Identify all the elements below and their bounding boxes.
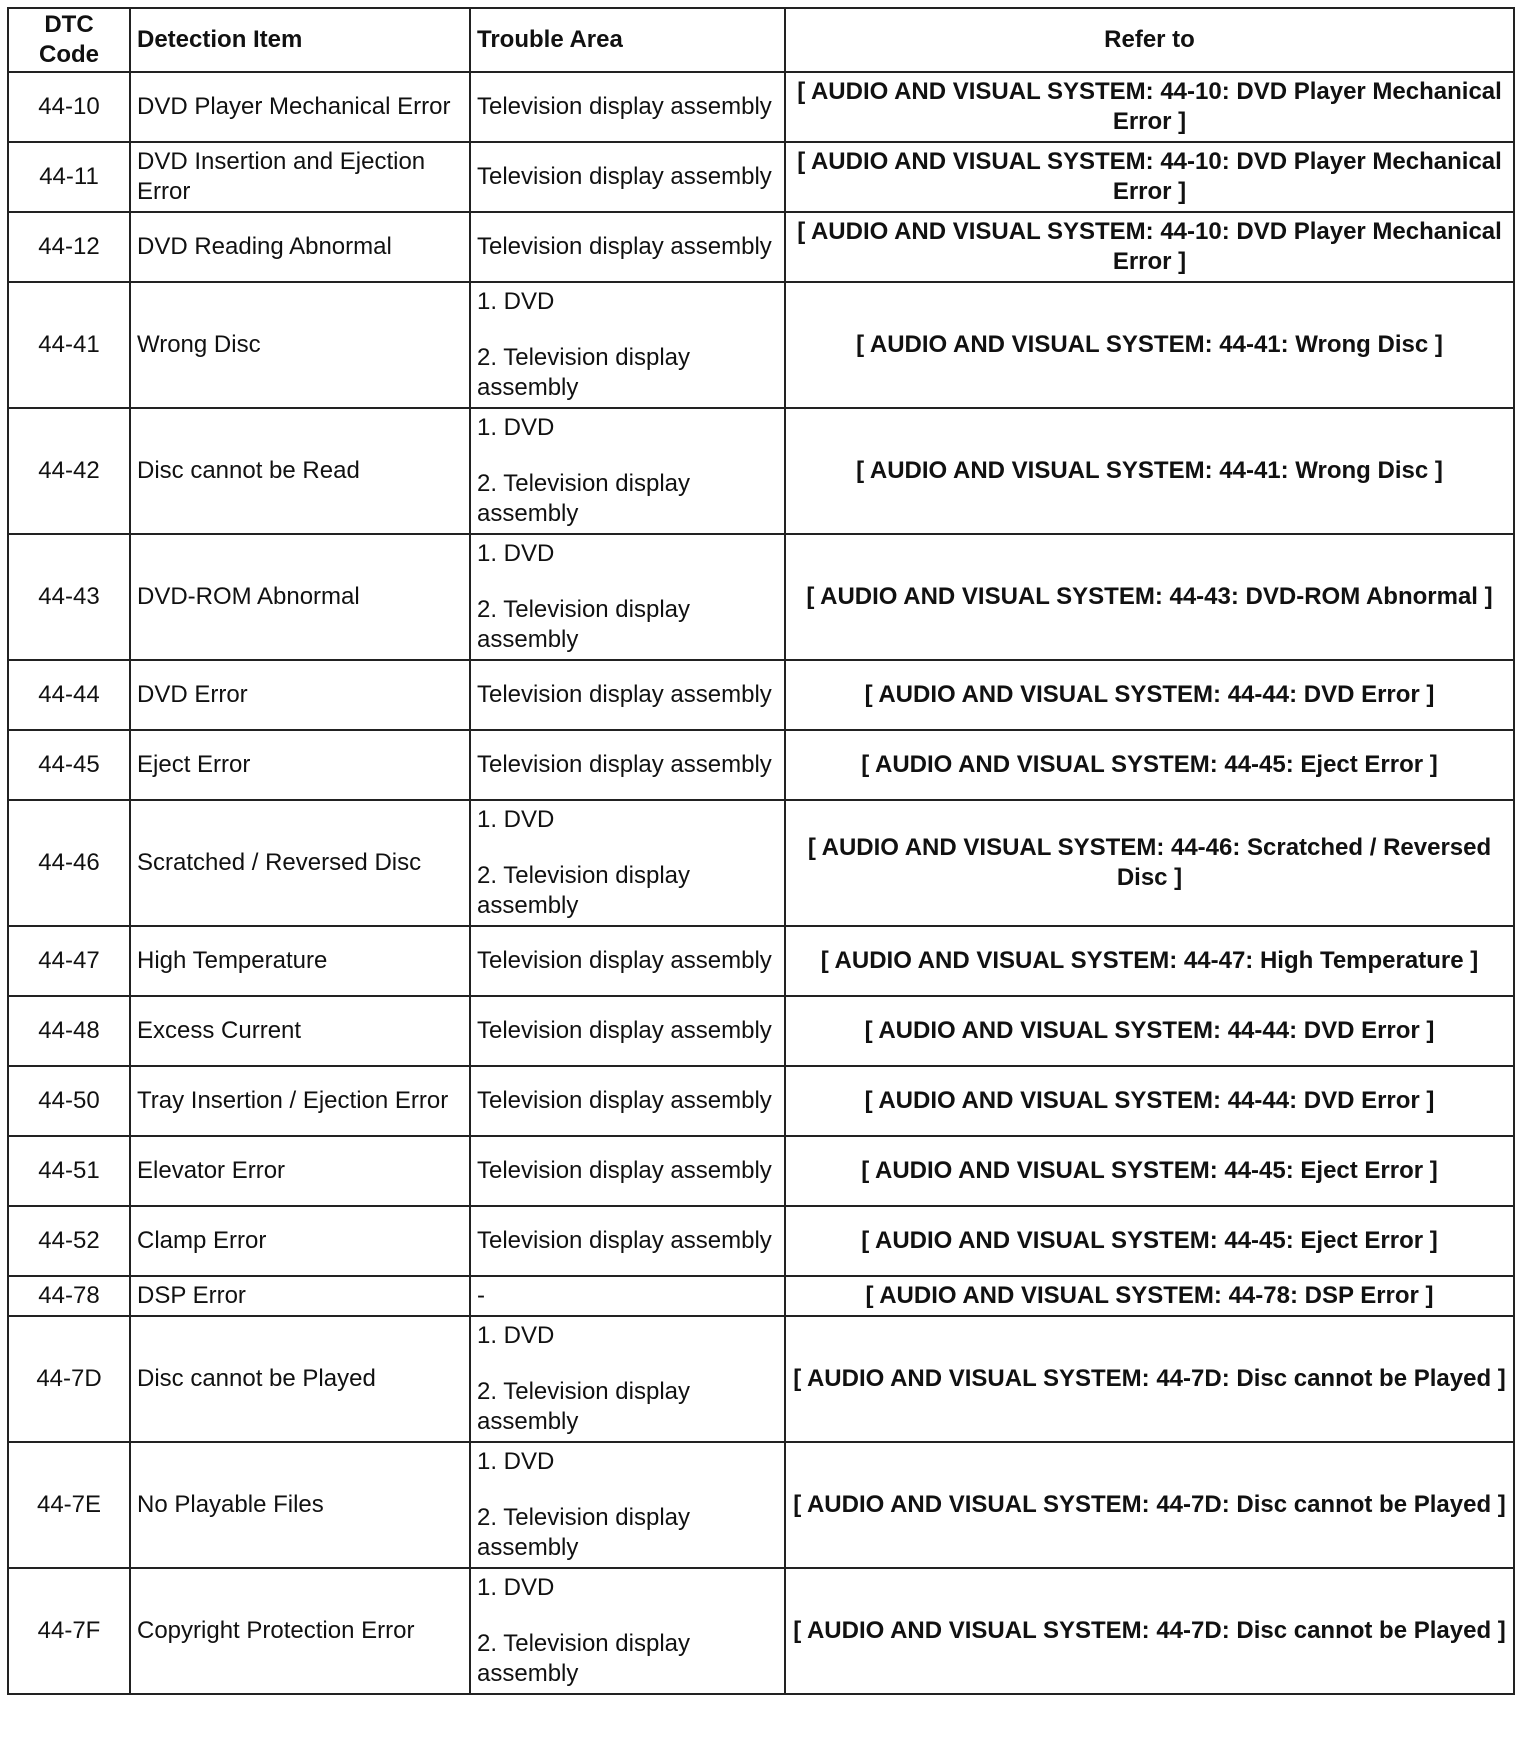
trouble-area-line: Television display assembly: [477, 233, 772, 260]
header-refer-to: Refer to: [785, 8, 1514, 72]
table-row: [8, 1276, 1514, 1316]
refer-to-link[interactable]: [ AUDIO AND VISUAL SYSTEM: 44-46: Scratched / Reversed Disc ]: [785, 800, 1514, 926]
table-row: [8, 1066, 1514, 1136]
trouble-area-line: -: [477, 1282, 485, 1309]
table-row: [8, 926, 1514, 996]
dtc-code-cell: 44-51: [8, 1136, 130, 1206]
refer-to-link[interactable]: [ AUDIO AND VISUAL SYSTEM: 44-41: Wrong Disc ]: [785, 408, 1514, 534]
detection-item-cell: DVD Reading Abnormal: [130, 212, 470, 282]
trouble-area-gap: [477, 1351, 778, 1377]
detection-item-cell: DSP Error: [130, 1276, 470, 1316]
trouble-area-line: 1. DVD: [477, 540, 555, 567]
detection-item-cell: Excess Current: [130, 996, 470, 1066]
trouble-area-line: Television display assembly: [477, 93, 772, 120]
trouble-area-line: 2. Television display assembly: [477, 1630, 691, 1687]
refer-to-link[interactable]: [ AUDIO AND VISUAL SYSTEM: 44-41: Wrong Disc ]: [785, 282, 1514, 408]
dtc-code-cell: 44-12: [8, 212, 130, 282]
dtc-code-cell: 44-45: [8, 730, 130, 800]
header-dtc-code: DTC Code: [8, 8, 130, 72]
refer-to-link[interactable]: [ AUDIO AND VISUAL SYSTEM: 44-45: Eject Error ]: [785, 1206, 1514, 1276]
trouble-area-line: 1. DVD: [477, 1322, 555, 1349]
trouble-area-line: 1. DVD: [477, 806, 555, 833]
trouble-area-gap: [477, 317, 778, 343]
table-row: [8, 996, 1514, 1066]
dtc-code-cell: 44-52: [8, 1206, 130, 1276]
trouble-area-line: Television display assembly: [477, 947, 772, 974]
dtc-code-cell: 44-42: [8, 408, 130, 534]
dtc-code-cell: 44-11: [8, 142, 130, 212]
trouble-area-line: 2. Television display assembly: [477, 862, 691, 919]
table-row: [8, 408, 1514, 534]
refer-to-link[interactable]: [ AUDIO AND VISUAL SYSTEM: 44-43: DVD-ROM Abnormal ]: [785, 534, 1514, 660]
detection-item-cell: Elevator Error: [130, 1136, 470, 1206]
trouble-area-cell: [470, 282, 785, 408]
trouble-area-cell: [470, 1276, 785, 1316]
detection-item-cell: Scratched / Reversed Disc: [130, 800, 470, 926]
refer-to-link[interactable]: [ AUDIO AND VISUAL SYSTEM: 44-44: DVD Error ]: [785, 1066, 1514, 1136]
dtc-code-cell: 44-50: [8, 1066, 130, 1136]
dtc-code-cell: 44-43: [8, 534, 130, 660]
detection-item-cell: No Playable Files: [130, 1442, 470, 1568]
dtc-code-cell: 44-7F: [8, 1568, 130, 1694]
dtc-code-cell: 44-7D: [8, 1316, 130, 1442]
refer-to-link[interactable]: [ AUDIO AND VISUAL SYSTEM: 44-10: DVD Player Mechanical Error ]: [785, 72, 1514, 142]
trouble-area-cell: [470, 212, 785, 282]
detection-item-cell: DVD Player Mechanical Error: [130, 72, 470, 142]
trouble-area-line: 2. Television display assembly: [477, 470, 691, 527]
trouble-area-cell: [470, 142, 785, 212]
trouble-area-line: 1. DVD: [477, 1448, 555, 1475]
trouble-area-cell: [470, 800, 785, 926]
trouble-area-line: Television display assembly: [477, 1017, 772, 1044]
refer-to-link[interactable]: [ AUDIO AND VISUAL SYSTEM: 44-44: DVD Error ]: [785, 660, 1514, 730]
trouble-area-cell: [470, 1568, 785, 1694]
trouble-area-line: 1. DVD: [477, 1574, 555, 1601]
dtc-code-cell: 44-78: [8, 1276, 130, 1316]
table-row: [8, 1568, 1514, 1694]
trouble-area-cell: [470, 926, 785, 996]
table-row: [8, 1442, 1514, 1568]
refer-to-link[interactable]: [ AUDIO AND VISUAL SYSTEM: 44-10: DVD Player Mechanical Error ]: [785, 212, 1514, 282]
trouble-area-line: 2. Television display assembly: [477, 596, 691, 653]
trouble-area-cell: [470, 1442, 785, 1568]
dtc-code-cell: 44-7E: [8, 1442, 130, 1568]
trouble-area-cell: [470, 408, 785, 534]
refer-to-link[interactable]: [ AUDIO AND VISUAL SYSTEM: 44-78: DSP Error ]: [785, 1276, 1514, 1316]
trouble-area-line: Television display assembly: [477, 1227, 772, 1254]
detection-item-cell: Copyright Protection Error: [130, 1568, 470, 1694]
table-row: [8, 800, 1514, 926]
detection-item-cell: Eject Error: [130, 730, 470, 800]
refer-to-link[interactable]: [ AUDIO AND VISUAL SYSTEM: 44-45: Eject Error ]: [785, 730, 1514, 800]
table-row: [8, 1206, 1514, 1276]
table-row: [8, 534, 1514, 660]
trouble-area-cell: [470, 72, 785, 142]
trouble-area-line: 1. DVD: [477, 414, 555, 441]
table-body: [8, 72, 1514, 1694]
detection-item-cell: Tray Insertion / Ejection Error: [130, 1066, 470, 1136]
dtc-code-cell: 44-44: [8, 660, 130, 730]
refer-to-link[interactable]: [ AUDIO AND VISUAL SYSTEM: 44-7D: Disc cannot be Played ]: [785, 1316, 1514, 1442]
table-row: [8, 730, 1514, 800]
table-row: [8, 142, 1514, 212]
refer-to-link[interactable]: [ AUDIO AND VISUAL SYSTEM: 44-47: High Temperature ]: [785, 926, 1514, 996]
detection-item-cell: DVD Error: [130, 660, 470, 730]
trouble-area-gap: [477, 1603, 778, 1629]
trouble-area-line: Television display assembly: [477, 163, 772, 190]
detection-item-cell: DVD-ROM Abnormal: [130, 534, 470, 660]
trouble-area-gap: [477, 569, 778, 595]
trouble-area-gap: [477, 835, 778, 861]
header-trouble-area: Trouble Area: [470, 8, 785, 72]
header-row: [8, 8, 1514, 72]
trouble-area-line: 1. DVD: [477, 288, 555, 315]
trouble-area-line: Television display assembly: [477, 1157, 772, 1184]
refer-to-link[interactable]: [ AUDIO AND VISUAL SYSTEM: 44-7D: Disc cannot be Played ]: [785, 1568, 1514, 1694]
trouble-area-cell: [470, 1316, 785, 1442]
refer-to-link[interactable]: [ AUDIO AND VISUAL SYSTEM: 44-7D: Disc cannot be Played ]: [785, 1442, 1514, 1568]
detection-item-cell: Clamp Error: [130, 1206, 470, 1276]
trouble-area-cell: [470, 1066, 785, 1136]
header-detection-item: Detection Item: [130, 8, 470, 72]
table-row: [8, 1136, 1514, 1206]
trouble-area-cell: [470, 1136, 785, 1206]
trouble-area-cell: [470, 660, 785, 730]
table-row: [8, 282, 1514, 408]
trouble-area-line: Television display assembly: [477, 751, 772, 778]
trouble-area-gap: [477, 443, 778, 469]
table-row: [8, 660, 1514, 730]
refer-to-link[interactable]: [ AUDIO AND VISUAL SYSTEM: 44-45: Eject Error ]: [785, 1136, 1514, 1206]
dtc-code-cell: 44-46: [8, 800, 130, 926]
detection-item-cell: Disc cannot be Read: [130, 408, 470, 534]
trouble-area-cell: [470, 1206, 785, 1276]
dtc-code-cell: 44-41: [8, 282, 130, 408]
trouble-area-line: 2. Television display assembly: [477, 1378, 691, 1435]
detection-item-cell: DVD Insertion and Ejection Error: [130, 142, 470, 212]
trouble-area-line: Television display assembly: [477, 1087, 772, 1114]
trouble-area-cell: [470, 534, 785, 660]
detection-item-cell: Wrong Disc: [130, 282, 470, 408]
dtc-code-cell: 44-10: [8, 72, 130, 142]
table-row: [8, 212, 1514, 282]
trouble-area-line: Television display assembly: [477, 681, 772, 708]
trouble-area-line: 2. Television display assembly: [477, 1504, 691, 1561]
trouble-area-cell: [470, 996, 785, 1066]
refer-to-link[interactable]: [ AUDIO AND VISUAL SYSTEM: 44-44: DVD Error ]: [785, 996, 1514, 1066]
table-row: [8, 1316, 1514, 1442]
trouble-area-line: 2. Television display assembly: [477, 344, 691, 401]
dtc-code-cell: 44-47: [8, 926, 130, 996]
table-row: [8, 72, 1514, 142]
dtc-code-cell: 44-48: [8, 996, 130, 1066]
dtc-table: [7, 7, 1515, 1695]
detection-item-cell: High Temperature: [130, 926, 470, 996]
trouble-area-gap: [477, 1477, 778, 1503]
trouble-area-cell: [470, 730, 785, 800]
detection-item-cell: Disc cannot be Played: [130, 1316, 470, 1442]
refer-to-link[interactable]: [ AUDIO AND VISUAL SYSTEM: 44-10: DVD Player Mechanical Error ]: [785, 142, 1514, 212]
